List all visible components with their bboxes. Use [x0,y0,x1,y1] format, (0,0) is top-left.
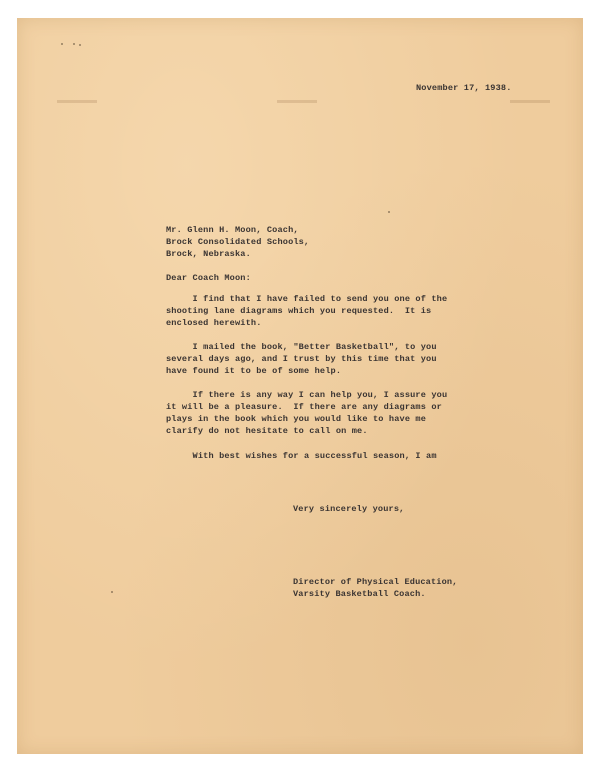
body-line: I find that I have failed to send you one of the [166,294,448,304]
signature-line: Varsity Basketball Coach. [293,589,426,599]
body-line: enclosed herewith. [166,318,262,328]
letter-date: November 17, 1938. [416,83,512,93]
bleed-through-mark [510,100,550,103]
body-line: clarify do not hesitate to call on me. [166,426,368,436]
body-line: it will be a pleasure. If there are any diagrams or [166,402,442,412]
signature-line: Director of Physical Education, [293,577,458,587]
body-line: With best wishes for a successful season, I am [166,451,437,461]
paper-speck [73,43,75,45]
bleed-through-mark [57,100,97,103]
salutation: Dear Coach Moon: [166,273,251,283]
paper-speck [61,43,63,45]
paper-speck [79,44,81,46]
closing: Very sincerely yours, [293,504,405,514]
body-line: several days ago, and I trust by this time that you [166,354,437,364]
address-line: Brock Consolidated Schools, [166,237,310,247]
body-line: shooting lane diagrams which you requested. It is [166,306,432,316]
letter-page [17,18,583,754]
address-line: Brock, Nebraska. [166,249,251,259]
body-line: I mailed the book, "Better Basketball", to you [166,342,437,352]
address-line: Mr. Glenn H. Moon, Coach, [166,225,299,235]
body-line: have found it to be of some help. [166,366,342,376]
bleed-through-mark [277,100,317,103]
body-line: If there is any way I can help you, I assure you [166,390,448,400]
paper-speck [111,591,113,593]
body-line: plays in the book which you would like to have me [166,414,427,424]
paper-speck [388,211,390,213]
